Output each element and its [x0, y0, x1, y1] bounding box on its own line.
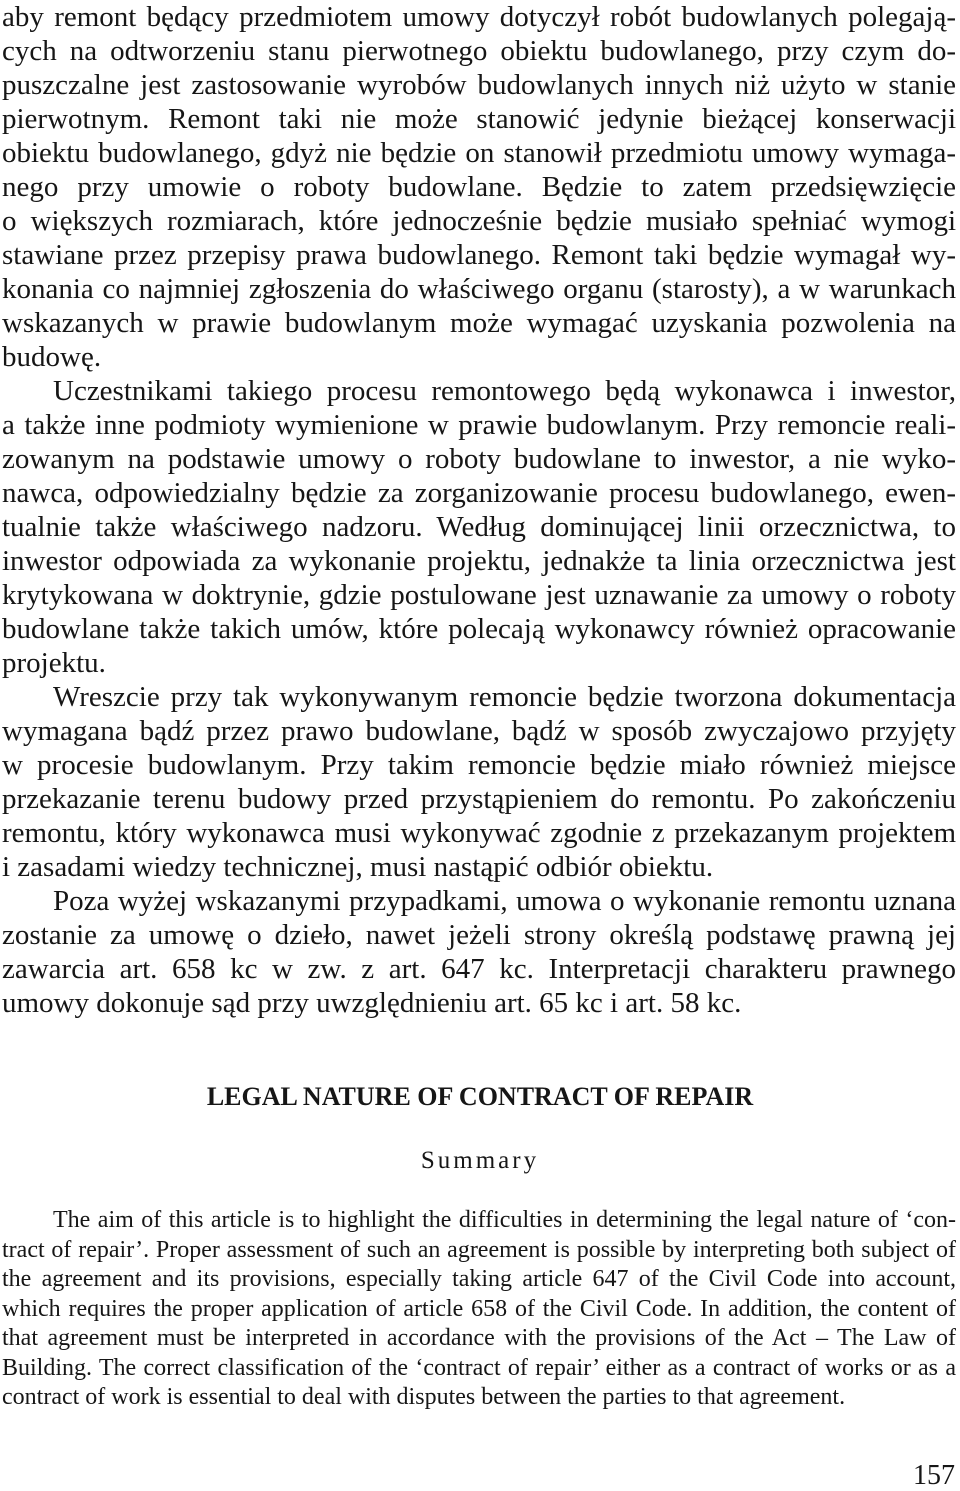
text-line: Building. The correct classification of the ‘contract of repair’ either as a contract of works or as a [2, 1354, 956, 1381]
text-line: Wreszcie przy tak wykonywanym remoncie będzie tworzona dokumentacja [53, 681, 956, 713]
text-line: The aim of this article is to highlight the difficulties in determining the legal nature of ‘con- [53, 1207, 956, 1233]
text-line: wymagana bądź przez prawo budowlane, bądź w sposób zwyczajowo przyjęty [2, 715, 956, 747]
text-line: wskazanych w prawie budowlanym może wymagać uzyskania pozwolenia na [2, 307, 956, 339]
text-line: i zasadami wiedzy technicznej, musi nastąpić odbiór obiektu. [2, 851, 714, 883]
text-line: projektu. [2, 647, 106, 679]
text-line: obiektu budowlanego, gdyż nie będzie on stanowił przedmiotu umowy wymaga- [2, 137, 956, 169]
main-text [2, 0, 956, 1020]
text-line: budowę. [2, 341, 102, 373]
text-line: which requires the proper application of article 658 of the Civil Code. In addition, the content of [2, 1295, 956, 1322]
text-line: a także inne podmioty wymienione w prawie budowlanym. Przy remoncie reali- [2, 409, 956, 441]
body-paragraph [2, 680, 956, 884]
page-number: 157 [913, 1460, 955, 1491]
text-line: Poza wyżej wskazanymi przypadkami, umowa o wykonanie remontu uznana [53, 885, 956, 917]
summary-label: Summary [420, 1147, 540, 1174]
text-line: krytykowana w doktrynie, gdzie postulowane jest uznawanie za umowy o roboty [2, 579, 956, 611]
text-line: that agreement must be interpreted in accordance with the provisions of the Act – The Law of [2, 1325, 956, 1351]
text-line: nego przy umowie o roboty budowlane. Będzie to zatem przedsięwzięcie [2, 171, 956, 203]
text-line: Uczestnikami takiego procesu remontowego będą wykonawca i inwestor, [53, 375, 956, 407]
text-line: the agreement and its provisions, especially taking article 647 of the Civil Code into account, [2, 1266, 956, 1292]
text-line: zostanie za umowę o dzieło, nawet jeżeli strony określą podstawę prawną jej [2, 919, 956, 951]
text-line: inwestor odpowiada za wykonanie projektu, jednakże ta linia orzecznictwa jest [2, 545, 956, 577]
summary-title: LEGAL NATURE OF CONTRACT OF REPAIR [206, 1082, 754, 1111]
text-line: cych na odtworzeniu stanu pierwotnego obiektu budowlanego, przy czym do- [2, 35, 956, 67]
summary-text [2, 1206, 956, 1413]
text-line: zawarcia art. 658 kc w zw. z art. 647 kc. Interpretacji charakteru prawnego [2, 953, 956, 985]
text-line: tract of repair’. Proper assessment of such an agreement is possible by interpreting both subject of [2, 1236, 956, 1263]
text-line: stawiane przez przepisy prawa budowlanego. Remont taki będzie wymagał wy- [2, 239, 956, 271]
text-line: konania co najmniej zgłoszenia do właściwego organu (starosty), a w warunkach [2, 273, 956, 305]
body-paragraph [2, 0, 956, 374]
text-line: o większych rozmiarach, które jednocześnie będzie musiało spełniać wymogi [2, 205, 956, 237]
body-paragraph [2, 374, 956, 680]
text-line: przekazanie terenu budowy przed przystąpieniem do remontu. Po zakończeniu [2, 783, 956, 815]
text-line: puszczalne jest zastosowanie wyrobów budowlanych innych niż użyto w stanie [2, 69, 956, 101]
text-line: tualnie także właściwego nadzoru. Według dominującej linii orzecznictwa, to [2, 511, 956, 543]
text-line: pierwotnym. Remont taki nie może stanowić jedynie bieżącej konserwacji [2, 103, 956, 135]
body-paragraph [2, 884, 956, 1020]
text-line: aby remont będący przedmiotem umowy dotyczył robót budowlanych polegają- [2, 1, 956, 33]
text-line: nawca, odpowiedzialny będzie za zorganizowanie procesu budowlanego, ewen- [2, 477, 956, 509]
text-line: remontu, który wykonawca musi wykonywać zgodnie z przekazanym projektem [2, 817, 956, 849]
text-line: umowy dokonuje sąd przy uwzględnieniu art. 65 kc i art. 58 kc. [2, 987, 742, 1019]
text-line: contract of work is essential to deal with disputes between the parties to that agreement. [2, 1384, 846, 1410]
text-line: budowlane także takich umów, które polecają wykonawcy również opracowanie [2, 613, 956, 645]
text-line: zowanym na podstawie umowy o roboty budowlane to inwestor, a nie wyko- [2, 443, 956, 475]
text-line: w procesie budowlanym. Przy takim remoncie będzie miało również miejsce [2, 749, 956, 781]
